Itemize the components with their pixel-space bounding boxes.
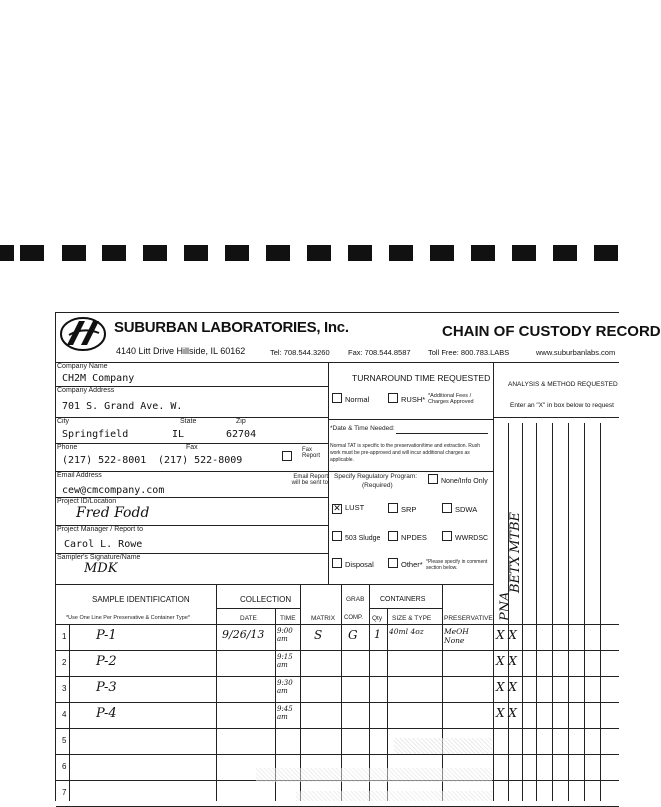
perforation-dash (553, 245, 577, 261)
lab-web: www.suburbanlabs.com (536, 348, 616, 357)
tat-note: Normal TAT is specific to the preservation/time and extraction. Rush work must be pre-approved and will incur additional charges as applicable. (330, 443, 480, 463)
zip-value: 62704 (226, 429, 257, 440)
perforation-dash (266, 245, 290, 261)
fax-report-checkbox[interactable] (282, 447, 295, 465)
none-info-label: None/Info Only (441, 478, 488, 485)
analysis-column-line (584, 423, 585, 801)
perforation-dash (594, 245, 618, 261)
disposal-checkbox[interactable] (332, 558, 374, 569)
perforation-dash (389, 245, 413, 261)
phone-value: (217) 522-8001 (62, 455, 147, 466)
disposal-label: Disposal (345, 560, 374, 569)
row-divider (56, 650, 619, 651)
analysis-column-line (552, 423, 553, 801)
preservative-header: PRESERVATIVE (444, 615, 493, 622)
row-divider (56, 754, 619, 755)
time-header: TIME (280, 615, 296, 622)
lab-tollfree: Toll Free: 800.783.LABS (428, 348, 510, 357)
analysis-title: ANALYSIS & METHOD REQUESTED (508, 381, 618, 388)
city-value: Springfield (62, 429, 129, 440)
sample-id-cell[interactable]: P-2 (96, 654, 117, 669)
sample-id-cell[interactable]: P-3 (96, 680, 117, 695)
project-label: Project ID/Location (57, 498, 117, 505)
analysis-column-line (536, 423, 537, 801)
chain-of-custody-form (55, 312, 661, 801)
lust-label: LUST (345, 503, 365, 512)
scan-noise (296, 791, 492, 801)
size-type-header: SIZE & TYPE (392, 615, 432, 622)
project-value: Fred Fodd (76, 505, 150, 521)
row-number: 7 (62, 788, 67, 797)
zip-label: Zip (236, 418, 246, 425)
perforation-dash (0, 245, 14, 261)
sludge-checkbox[interactable] (332, 531, 380, 542)
analysis-column-line (522, 423, 523, 801)
row-divider (56, 676, 619, 677)
sdwa-checkbox[interactable] (442, 503, 477, 514)
none-info-checkbox[interactable] (428, 474, 488, 485)
analysis-column-line (600, 423, 601, 801)
matrix-cell[interactable]: S (314, 628, 323, 642)
perforation-dash (20, 245, 44, 261)
containers-header: CONTAINERS (380, 596, 426, 603)
normal-label: Normal (345, 395, 370, 404)
date-header: DATE (240, 615, 257, 622)
time-cell[interactable]: 9:45 am (277, 705, 293, 721)
time-cell[interactable]: 9:00 am (277, 627, 293, 643)
city-label: City (57, 418, 70, 425)
size-type-cell[interactable]: 40ml 4oz (389, 627, 424, 636)
perforation-dash (430, 245, 454, 261)
row-number: 2 (62, 658, 67, 667)
other-note: *Please specify in comment section below. (426, 559, 488, 571)
scan-noise (394, 738, 492, 754)
normal-checkbox[interactable] (332, 393, 369, 404)
pm-value: Carol L. Rowe (64, 539, 143, 550)
perforation-dash (102, 245, 126, 261)
lab-name: SUBURBAN LABORATORIES, Inc. (114, 319, 349, 336)
sample-id-cell[interactable]: P-4 (96, 706, 117, 721)
date-cell[interactable]: 9/26/13 (222, 628, 265, 641)
sdwa-label: SDWA (455, 505, 478, 514)
lab-fax: Fax: 708.544.8587 (348, 348, 411, 357)
address-label: Company Address (57, 387, 115, 394)
row-number: 6 (62, 762, 67, 771)
npdes-checkbox[interactable] (388, 531, 427, 542)
qty-cell[interactable]: 1 (374, 628, 381, 641)
sample-id-cell[interactable]: P-1 (96, 628, 117, 643)
phone-label: Phone (57, 444, 78, 451)
rush-note: *Additional Fees / Charges Approved (428, 393, 474, 405)
srp-checkbox[interactable] (388, 503, 416, 514)
row-number: 3 (62, 684, 67, 693)
grab-header: GRAB (346, 596, 365, 603)
turnaround-title: TURNAROUND TIME REQUESTED (352, 373, 491, 383)
matrix-header: MATRIX (311, 615, 336, 622)
email-report-label: Email Report will be sent to (291, 474, 328, 486)
fax-value: (217) 522-8009 (158, 455, 243, 466)
email-label: Email Address (57, 472, 102, 479)
form-title: CHAIN OF CUSTODY RECORD (442, 323, 661, 340)
analysis-instructions: Enter an "X" in box below to request (510, 402, 614, 409)
wwrdsc-checkbox[interactable] (442, 531, 488, 542)
program-label: Specify Regulatory Program: (334, 473, 418, 480)
fax-report-label: Fax Report (302, 447, 321, 459)
sludge-label: 503 Sludge (345, 535, 381, 542)
company-value: CH2M Company (62, 373, 135, 384)
lust-checkbox[interactable]: ✕ LUST (333, 503, 365, 513)
fax-label: Fax (186, 444, 198, 451)
analysis-marks-cell[interactable]: X X (496, 628, 517, 642)
collection-header: COLLECTION (240, 595, 292, 604)
analysis-marks-cell[interactable]: X X (496, 706, 517, 720)
other-checkbox[interactable] (388, 558, 423, 569)
other-label: Other* (401, 560, 423, 569)
perforation-dash (62, 245, 86, 261)
perforation-dash (143, 245, 167, 261)
program-required: (Required) (362, 482, 393, 489)
row-number: 4 (62, 710, 67, 719)
analysis-pna: PNA (498, 591, 513, 621)
perforation-dash (307, 245, 331, 261)
address-value: 701 S. Grand Ave. W. (62, 401, 183, 412)
perforation-dash (184, 245, 208, 261)
preservative-cell[interactable]: MeOH None (444, 627, 469, 645)
row-divider (56, 728, 619, 729)
time-cell[interactable]: 9:30 am (277, 679, 293, 695)
company-label: Company Name (57, 363, 108, 370)
perforation-dash (225, 245, 249, 261)
analysis-marks-cell[interactable]: X X (496, 680, 517, 694)
perforation-dash (512, 245, 536, 261)
npdes-label: NPDES (401, 533, 427, 542)
scan-noise (256, 768, 492, 782)
rush-label: RUSH* (401, 395, 426, 404)
sample-id-note: *Use One Line Per Preservative & Container Type* (66, 615, 191, 621)
analysis-betx: BETX (508, 556, 523, 593)
comp-header: COMP. (344, 615, 363, 621)
sampler-label: Sampler's Signature/Name (57, 554, 141, 561)
qty-header: Qty (372, 615, 383, 622)
analysis-column-line (508, 423, 509, 801)
pm-label: Project Manager / Report to (57, 526, 143, 533)
grab-cell[interactable]: G (348, 628, 358, 642)
email-value: cew@cmcompany.com (62, 485, 165, 496)
analysis-marks-cell[interactable]: X X (496, 654, 517, 668)
lab-address: 4140 Litt Drive Hillside, IL 60162 (116, 346, 246, 356)
row-divider (56, 702, 619, 703)
lab-tel: Tel: 708.544.3260 (270, 348, 330, 357)
analysis-mtbe: MTBE (508, 511, 523, 553)
sample-id-header: SAMPLE IDENTIFICATION (92, 595, 190, 604)
sampler-value: MDK (84, 561, 118, 576)
state-label: State (180, 418, 197, 425)
row-number: 5 (62, 736, 67, 745)
perforation-dash (348, 245, 372, 261)
srp-label: SRP (401, 505, 417, 514)
date-needed-label: *Date & Time Needed: (330, 425, 395, 432)
time-cell[interactable]: 9:15 am (277, 653, 293, 669)
wwrdsc-label: WWRDSC (455, 535, 489, 542)
rush-checkbox[interactable] (388, 393, 425, 404)
lab-logo (59, 315, 107, 353)
perforation-dash (471, 245, 495, 261)
row-number: 1 (62, 632, 67, 641)
analysis-column-line (568, 423, 569, 801)
state-value: IL (172, 429, 185, 440)
